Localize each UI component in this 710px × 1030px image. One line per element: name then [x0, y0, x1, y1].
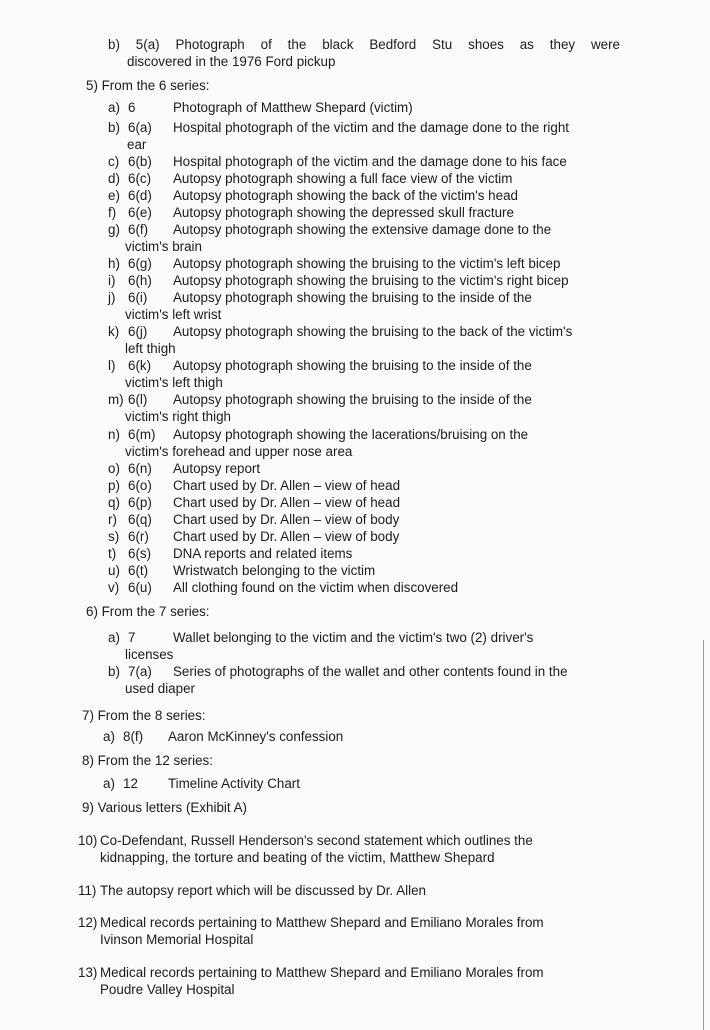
item-10-line-1: Co-Defendant, Russell Henderson's second statement which outlines the — [100, 833, 533, 848]
page-edge-line — [703, 640, 704, 1030]
item-11-number: 11) — [78, 883, 97, 898]
item-5a-line-1: b) 5(a) Photograph of the black Bedford Stu shoes as they were — [108, 37, 620, 52]
section-heading-6-series: 5) From the 6 series: — [86, 78, 210, 93]
item-11-line-1: The autopsy report which will be discussed by Dr. Allen — [100, 883, 426, 898]
item-9-various-letters: 9) Various letters (Exhibit A) — [82, 800, 247, 815]
document-page: b) 5(a) Photograph of the black Bedford Stu shoes as they were discovered in the 1976 Ford pickup 5) From the 6 series: a) 6 Photograph of Matthew Shepard (victim) b) 6(a) Hospital photograph of the victim and the damage done to the right ear c) 6(b) Hospital photograph of the victim and the damage done to his face d) 6(c) Autopsy photograph showing a full face view of the victim e) 6(d) Autopsy photograph showing the back of the victim's head f) 6(e) Autopsy photograph showing the depressed skull fracture g) 6(f) Autopsy photograph showing the extensive damage done to the victim's brain h) 6(g) Autopsy photograph showing the bruising to the victim's left bicep i) 6(h) Autopsy photograph showing the bruising to the victim's right bicep j) 6(i) Autopsy photograph showing the bruising to the inside of the victim's left wrist k) 6(j) Autopsy photograph showing the bruising to the back of the victim's left thigh l) 6(k) Autopsy photograph showing the bruising to the inside of the victim's left thigh m) 6(l) Autopsy photograph showing the bruising to the inside of the victim's right thigh n) 6(m) Autopsy photograph showing the lacerations/bruising on the victim's forehead and upper nose area o) 6(n) Autopsy report p) 6(o) Chart used by Dr. Allen – view of head q) 6(p) Chart used by Dr. Allen – view of head r) 6(q) Chart used by Dr. Allen – view of body s) 6(r) Chart used by Dr. Allen – view of body t) 6(s) DNA reports and related items u) 6(t) Wristwatch belonging to the victim v) 6(u) All clothing found on the victim when discovered 6) From the 7 series: a) 7 Wallet belonging to the victim and the victim's two (2) driver's licenses b) 7(a) Series of photographs of the wallet and other contents found in the used diaper 7) From the 8 series: a) 8(f) Aaron McKinney's confession 8) From the 12 series: a) 12 Timeline Activity Chart 9) Various letters (Exhibit A) 10) Co-Defendant, Russell Henderson's second statement which outlines the kidnapping, the torture and beating of the victim, Matthew Shepard 11) The autopsy report which will be discussed by Dr. Allen 12) Medical records pertaining to Matthew Shepard and Emiliano Morales from Ivinson Memorial Hospital 13) Medical records pertaining to Matthew Shepard and Emiliano Morales from Poudre Valley Hospital — [0, 0, 710, 1030]
section-heading-7-series: 6) From the 7 series: — [86, 604, 210, 619]
section-heading-12-series: 8) From the 12 series: — [82, 753, 213, 768]
item-13-line-2: Poudre Valley Hospital — [100, 982, 235, 997]
item-5a-line-2: discovered in the 1976 Ford pickup — [127, 54, 336, 69]
item-10-line-2: kidnapping, the torture and beating of the victim, Matthew Shepard — [100, 850, 495, 865]
item-12-line-1: Medical records pertaining to Matthew Shepard and Emiliano Morales from — [100, 915, 544, 930]
item-13-number: 13) — [78, 965, 98, 980]
item-10-number: 10) — [78, 833, 98, 848]
item-12-line-2: Ivinson Memorial Hospital — [100, 932, 254, 947]
item-13-line-1: Medical records pertaining to Matthew Shepard and Emiliano Morales from — [100, 965, 544, 980]
section-heading-8-series: 7) From the 8 series: — [82, 708, 206, 723]
item-12-number: 12) — [78, 915, 98, 930]
